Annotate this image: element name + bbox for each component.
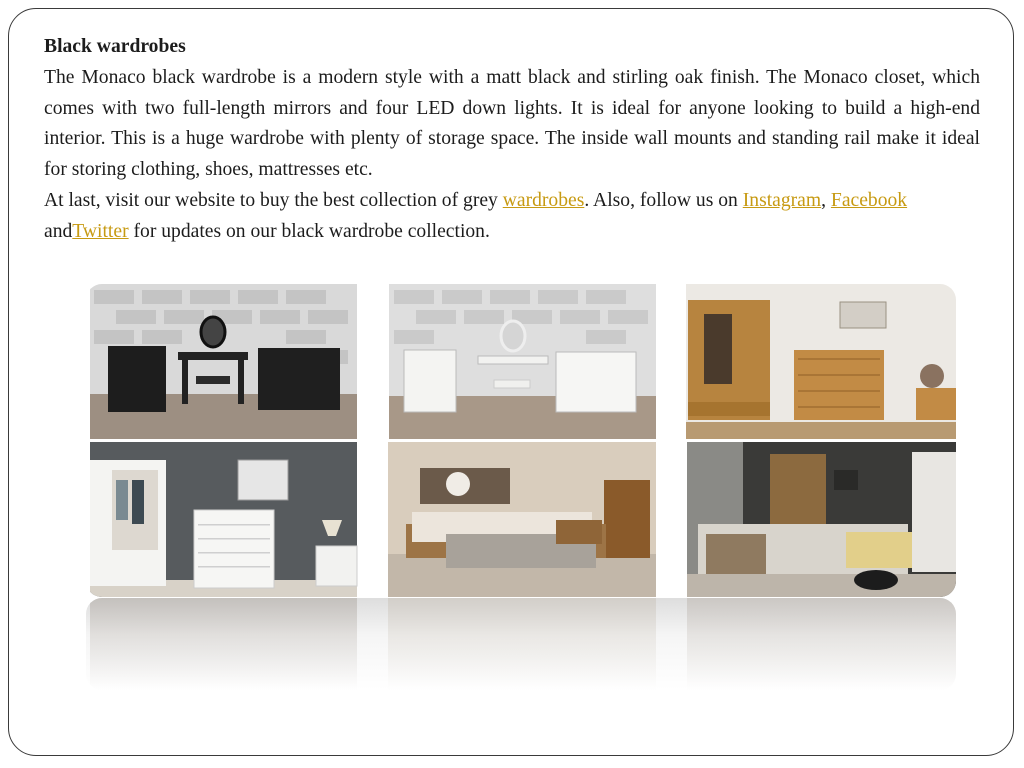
cta-mid-text: . Also, follow us on bbox=[584, 189, 743, 211]
instagram-link[interactable]: Instagram bbox=[742, 189, 822, 211]
furniture-photo-collage bbox=[86, 284, 956, 597]
photo-black-bedroom-set bbox=[90, 284, 357, 439]
cta-comma: , bbox=[821, 189, 827, 211]
twitter-link[interactable]: Twitter bbox=[72, 220, 129, 242]
facebook-link[interactable]: Facebook bbox=[830, 189, 908, 211]
wardrobes-link[interactable]: wardrobes bbox=[502, 189, 585, 211]
page-title: Black wardrobes bbox=[44, 36, 186, 57]
photo-white-wardrobe-chest bbox=[90, 442, 357, 597]
photo-white-bedroom-set bbox=[389, 284, 656, 439]
collage-reflection bbox=[86, 598, 956, 690]
cta-tail-text: for updates on our black wardrobe collection. bbox=[128, 220, 490, 242]
photo-rustic-bedroom bbox=[687, 442, 956, 597]
cta-and-text: and bbox=[44, 220, 73, 242]
description-paragraph: The Monaco black wardrobe is a modern style with a matt black and stirling oak finish. The Monaco closet, which comes with two full-length mirrors and four LED down lights. It is ideal for anyone looking to build a high-end interior. This is a huge wardrobe with plenty of storage space. The inside wall mounts and standing rail make it ideal for storing clothing, shoes, mattresses etc. bbox=[44, 66, 980, 181]
photo-oak-wardrobe-chest bbox=[686, 284, 956, 439]
text-content bbox=[44, 32, 980, 248]
call-to-action-paragraph bbox=[44, 186, 980, 248]
cta-lead-text: At last, visit our website to buy the best collection of grey bbox=[44, 189, 503, 211]
photo-wooden-bed-bedroom bbox=[388, 442, 656, 597]
